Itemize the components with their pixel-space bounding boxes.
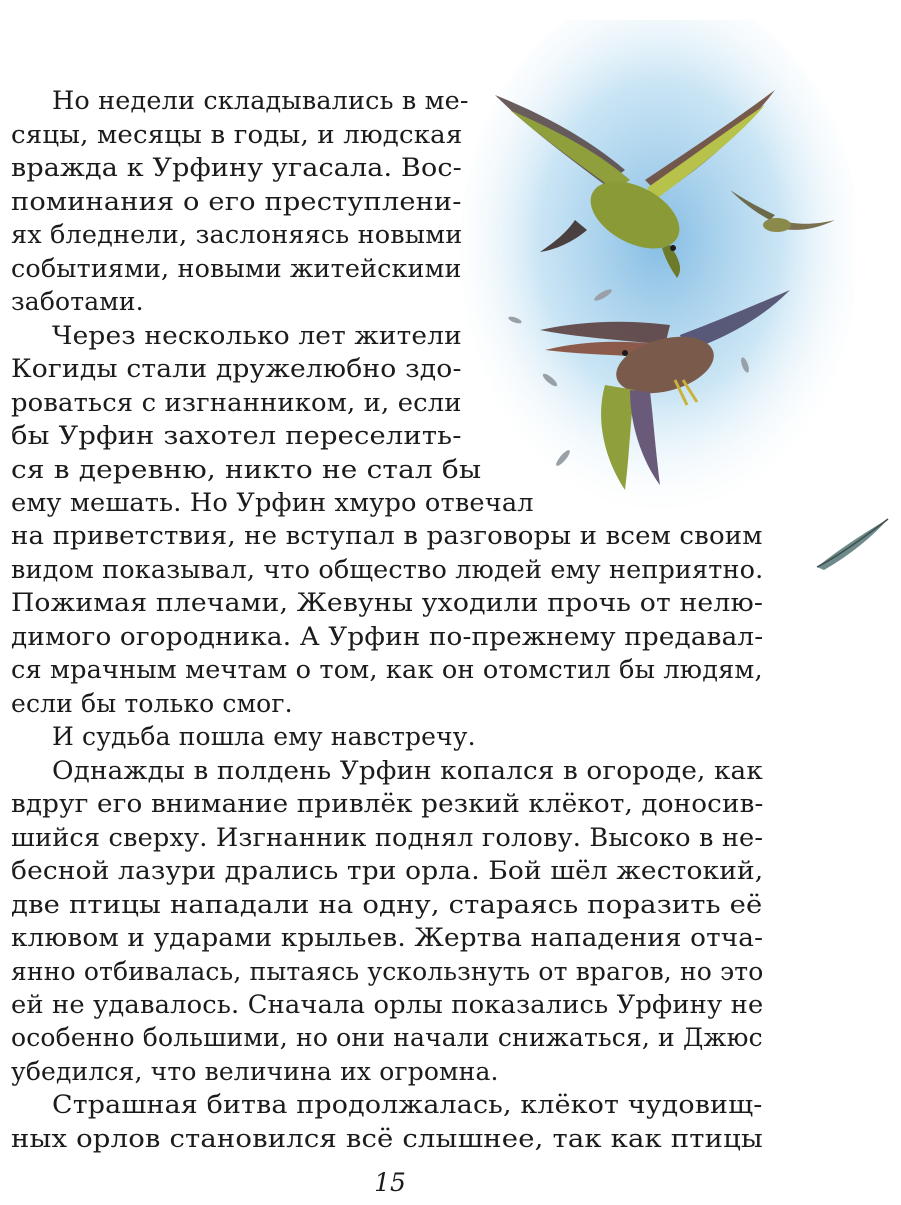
text-line: событиями, новыми житейскими — [11, 254, 462, 283]
text-line: видом показывал, что общество людей ему неприятно. — [11, 555, 764, 584]
text-line: янно отбивалась, пытаясь ускользнуть от врагов, но это — [11, 957, 764, 986]
text-line: ему мешать. Но Урфин хмуро отвечал — [11, 488, 534, 517]
text-line: ных орлов становился всё слышнее, так как птицы — [11, 1124, 763, 1153]
text-line: на приветствия, не вступал в разговоры и всем своим — [11, 521, 763, 550]
text-line: вражда к Урфину угасала. Вос- — [11, 153, 462, 182]
text-line: ся в деревню, никто не стал бы — [11, 455, 482, 484]
text-line: клювом и ударами крыльев. Жертва нападения отча- — [11, 923, 764, 952]
text-line: бесной лазури дрались три орла. Бой шёл жестокий, — [11, 856, 764, 885]
text-line: ях бледнели, заслоняясь новыми — [11, 220, 463, 249]
text-line: Однажды в полдень Урфин копался в огороде, как — [52, 756, 763, 785]
sky-wash — [460, 20, 855, 510]
text-line: Когиды стали дружелюбно здо- — [11, 354, 462, 383]
text-line: вдруг его внимание привлёк резкий клёкот, доносив- — [11, 789, 764, 818]
text-line: роваться с изгнанником, и, если — [11, 388, 462, 417]
text-line: если бы только смог. — [11, 689, 293, 718]
page-number: 15 — [374, 1168, 406, 1197]
text-line: бы Урфин захотел переселить- — [11, 421, 462, 450]
text-line: Через несколько лет жители — [52, 321, 462, 350]
text-line: ей не удавалось. Сначала орлы показались Урфину не — [11, 990, 764, 1019]
text-line: поминания о его преступлени- — [11, 187, 462, 216]
text-line: ся мрачным мечтам о том, как он отомстил бы людям, — [11, 655, 763, 684]
text-line: И судьба пошла ему навстречу. — [52, 722, 476, 751]
feather-illustration — [812, 515, 892, 575]
text-line: убедился, что величина их огромна. — [11, 1057, 499, 1086]
text-line: шийся сверху. Изгнанник поднял голову. Высоко в не- — [11, 823, 764, 852]
text-line: димого огородника. А Урфин по-прежнему предавал- — [11, 622, 764, 651]
text-line: Но недели складывались в ме- — [52, 86, 469, 115]
text-line: заботами. — [11, 287, 144, 316]
eagles-illustration — [455, 20, 855, 520]
text-line: особенно большими, но они начали снижаться, и Джюс — [11, 1023, 763, 1052]
text-line: Страшная битва продолжалась, клёкот чудовищ- — [52, 1090, 763, 1119]
text-line: Пожимая плечами, Жевуны уходили прочь от нелю- — [11, 588, 764, 617]
text-line: сяцы, месяцы в годы, и людская — [11, 120, 463, 149]
text-line: две птицы нападали на одну, стараясь поразить её — [11, 890, 763, 919]
